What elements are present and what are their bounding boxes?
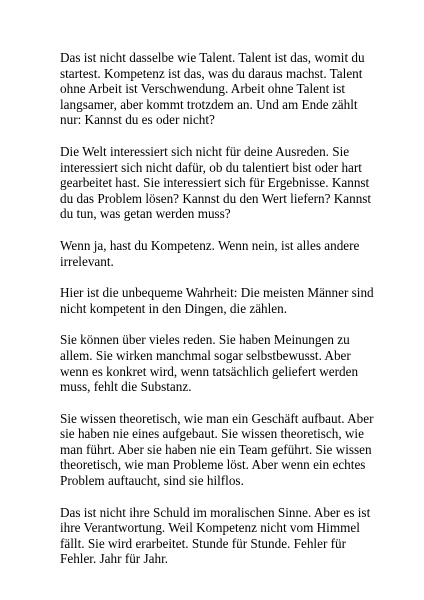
paragraph-1: Das ist nicht dasselbe wie Talent. Talent ist das, womit du startest. Kompetenz ist das, was du daraus machst. Talent ohne Arbeit ist Verschwendung. Arbeit ohne Talent ist langsamer, aber kommt trotzdem an. Und am Ende zählt nur: Kannst du es oder nicht?	[60, 50, 365, 128]
paragraph-3: Wenn ja, hast du Kompetenz. Wenn nein, ist alles andere irrelevant.	[60, 237, 360, 269]
paragraph-7: Das ist nicht ihre Schuld im moralischen Sinne. Aber es ist ihre Verantwortung. Weil Kompetenz nicht vom Himmel fällt. Sie wird erarbeitet. Stunde für Stunde. Fehler für Fehler. Jahr für Jahr.	[60, 504, 371, 567]
paragraph-2: Die Welt interessiert sich nicht für deine Ausreden. Sie interessiert sich nicht dafür, ob du talentiert bist oder hart gearbeitet hast. Sie interessiert sich für Ergebnisse. Kannst du das Problem lösen? Kannst du den Wert liefern? Kannst du tun, was getan werden muss?	[60, 143, 372, 222]
paragraph-4: Hier ist die unbequeme Wahrheit: Die meisten Männer sind nicht kompetent in den Dingen, die zählen.	[60, 285, 374, 316]
document-page	[60, 50, 382, 583]
paragraph-5: Sie können über vieles reden. Sie haben Meinungen zu allem. Sie wirken manchmal sogar selbstbewusst. Aber wenn es konkret wird, wenn tatsächlich geliefert werden muss, fehlt die Substanz.	[60, 332, 359, 395]
paragraph-6: Sie wissen theoretisch, wie man ein Geschäft aufbaut. Aber sie haben nie eines aufgebaut. Sie wissen theoretisch, wie man führt. Aber sie haben nie ein Team geführt. Sie wissen theoretisch, wie man Probleme löst. Aber wenn ein echtes Problem auftaucht, sind sie hilflos.	[60, 410, 374, 489]
